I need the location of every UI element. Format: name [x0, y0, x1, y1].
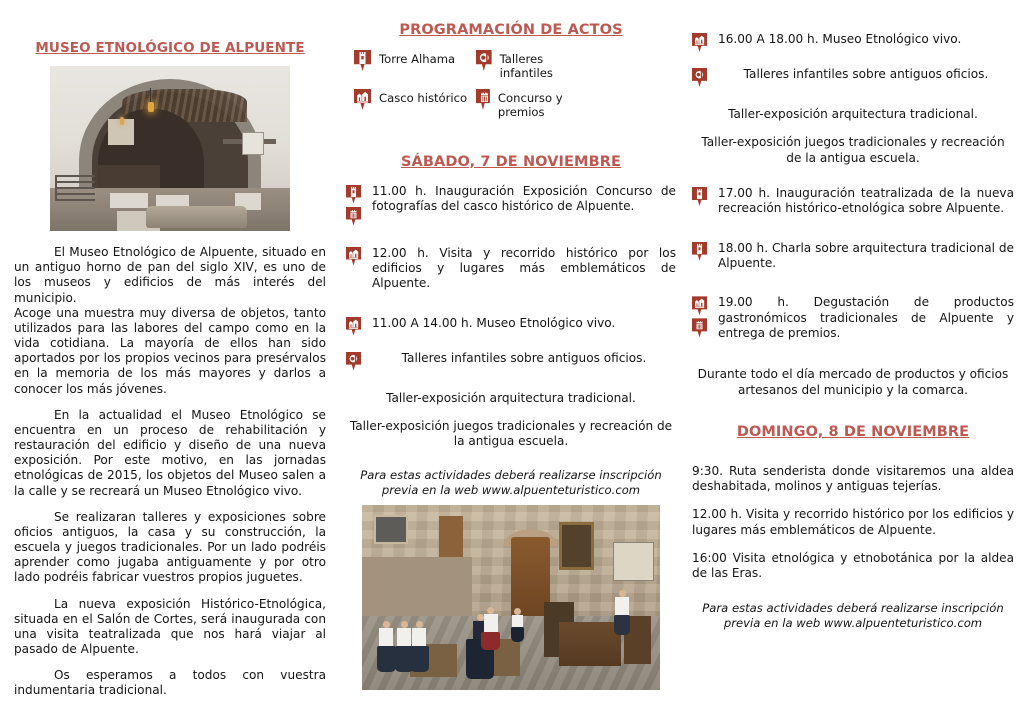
row-icons — [692, 186, 718, 209]
legend-label: Torre Alhama — [379, 52, 456, 66]
schedule-row — [346, 316, 676, 339]
extra-line: Taller-exposición arquitectura tradicional. — [386, 390, 636, 405]
schedule-row — [346, 184, 676, 229]
row-icons — [346, 316, 372, 339]
schedule-text: 12.00 h. Visita y recorrido histórico por los edificios y lugares más emblemáticos de Alpuente. — [372, 245, 676, 291]
legend-label: Concurso y premios — [497, 90, 563, 119]
workshop-icon — [346, 352, 361, 371]
all-day-note: Durante todo el día mercado de productos y oficios artesanos del municipio y la comarca. — [697, 367, 1009, 397]
old-town-icon — [692, 33, 707, 52]
tower-icon — [346, 185, 361, 204]
legend — [346, 50, 676, 120]
sunday-event: 12.00 h. Visita y recorrido histórico por los edificios y lugares más emblemáticos de Alpuente. — [692, 507, 1014, 537]
schedule-row — [692, 67, 1014, 90]
museum-title: MUSEO ETNOLÓGICO DE ALPUENTE — [35, 40, 305, 56]
tower-icon — [354, 50, 371, 71]
extra-line: Taller-exposición arquitectura tradicional. — [728, 107, 978, 121]
legend-item-torre-alhama — [354, 50, 470, 81]
middle-column — [340, 0, 682, 724]
schedule-text: 16.00 A 18.00 h. Museo Etnológico vivo. — [718, 32, 962, 46]
left-paragraph: El Museo Etnológico de Alpuente, situado en un antiguo horno de pan del siglo XIV, es uno de los museos y edificios de más interés del municipio. — [14, 245, 326, 305]
schedule-text: 19.00 h. Degustación de productos gastronómicos tradicionales de Alpuente y entrega de premios. — [718, 295, 1014, 341]
row-icons — [346, 184, 372, 229]
trophy-icon — [692, 318, 707, 337]
row-icons — [692, 241, 718, 264]
left-column — [0, 0, 340, 724]
schedule-text: 11.00 A 14.00 h. Museo Etnológico vivo. — [372, 315, 616, 330]
sunday-title: DOMINGO, 8 DE NOVIEMBRE — [736, 424, 970, 441]
registration-note: Para estas actividades deberá realizarse inscripción previa en la web www.alpuenteturistico.com — [360, 467, 662, 497]
program-title: PROGRAMACIÓN DE ACTOS — [399, 22, 623, 38]
workshop-icon — [476, 50, 492, 71]
trophy-icon — [476, 89, 490, 110]
schedule-row — [692, 241, 1014, 272]
trophy-icon — [346, 207, 361, 226]
schedule-row — [346, 246, 676, 292]
afternoon-schedule — [692, 32, 1014, 341]
extra-line: Taller-exposición juegos tradicionales y recreación de la antigua escuela. — [701, 135, 1005, 165]
row-icons — [692, 32, 718, 55]
old-town-icon — [346, 247, 361, 266]
left-paragraph: Acoge una muestra muy diversa de objetos, tanto utilizados para las labores del campo como en la vida cotidiana. La mayoría de ellos han sido aportados por los propios vecinos para presérvalos en la memoria de los más mayores y darlos a conocer los más jóvenes. — [14, 305, 326, 396]
schedule-row — [346, 351, 676, 374]
tower-icon — [692, 187, 707, 206]
workshop-icon — [692, 68, 707, 87]
row-icons — [346, 351, 372, 374]
old-town-icon — [354, 89, 371, 110]
schedule-text: 17.00 h. Inauguración teatralizada de la nueva recreación histórico-etnológica sobre Alpuente. — [718, 186, 1014, 216]
legend-label: Talleres infantiles — [499, 52, 553, 80]
saturday-title: SÁBADO, 7 DE NOVIEMBRE — [400, 153, 621, 170]
tower-icon — [692, 242, 707, 261]
legend-item-casco-historico — [354, 89, 470, 120]
schedule-row — [692, 186, 1014, 217]
left-paragraph: En la actualidad el Museo Etnológico se encuentra en un proceso de rehabilitación y restauración del edificio y diseño de una nueva exposición. Por este motivo, en las jornadas etnológicas de 2015, los objetos del Museo salen a la calle y se recreará un Museo Etnológico vivo. — [14, 407, 326, 498]
left-paragraph: Os esperamos a todos con vuestra indumentaria tradicional. — [14, 668, 326, 698]
left-paragraph: Se realizaran talleres y exposiciones sobre oficios antiguos, la casa y su construcción, la escuela y juegos tradicionales. Por un lado podréis aprender como jugaba antiguamente y por otro lado podréis fabricar vuestros propios juguetes. — [14, 509, 326, 585]
schedule-text: Talleres infantiles sobre antiguos oficios. — [743, 67, 989, 81]
schedule-row — [692, 295, 1014, 341]
left-paragraph: La nueva exposición Histórico-Etnológica, situada en el Salón de Cortes, será inaugurada con una visita teatralizada que nos hará viajar al pasado de Alpuente. — [14, 596, 326, 657]
legend-item-talleres-infantiles — [476, 50, 592, 81]
legend-label: Casco histórico — [379, 90, 468, 105]
schedule-text: Talleres infantiles sobre antiguos oficios. — [401, 350, 647, 365]
sunday-event: 16:00 Visita etnológica y etnobotánica por la aldea de las Eras. — [692, 550, 1014, 580]
sunday-event: 9:30. Ruta senderista donde visitaremos una aldea deshabitada, molinos y antiguas tejerías. — [692, 464, 1014, 494]
schedule-text: 18.00 h. Charla sobre arquitectura tradicional de Alpuente. — [718, 240, 1014, 271]
schedule-text: 11.00 h. Inauguración Exposición Concurso de fotografías del casco histórico de Alpuente. — [372, 183, 676, 213]
right-column — [682, 0, 1024, 724]
registration-note: Para estas actividades deberá realizarse inscripción previa en la web www.alpuenteturistico.com — [702, 601, 1004, 630]
fiesta-photo — [362, 505, 660, 690]
row-icons — [346, 246, 372, 269]
old-town-icon — [692, 296, 707, 315]
museum-photo — [50, 66, 290, 231]
legend-item-concurso-premios — [476, 89, 592, 120]
row-icons — [692, 67, 718, 90]
schedule-row — [692, 32, 1014, 55]
saturday-schedule — [346, 184, 676, 450]
extra-line: Taller-exposición juegos tradicionales y recreación de la antigua escuela. — [349, 419, 673, 449]
row-icons — [692, 295, 718, 340]
old-town-icon — [346, 317, 361, 336]
